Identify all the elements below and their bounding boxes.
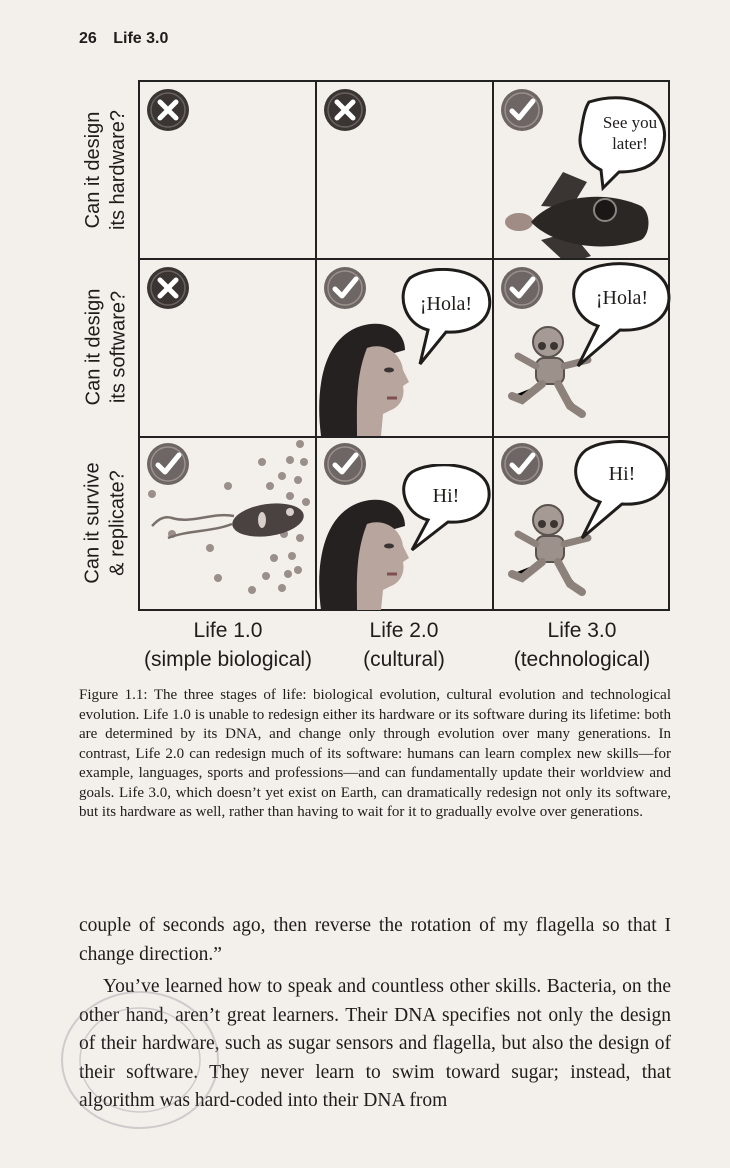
page-number: 26 — [79, 30, 97, 47]
grid-line — [140, 258, 668, 260]
row-label-text: & replicate? — [107, 470, 129, 576]
row-label-survive — [78, 436, 134, 610]
woman-hi-text: Hi! — [432, 485, 460, 507]
woman-hola-text: ¡Hola! — [419, 293, 473, 315]
row-label-text: Can it design — [82, 111, 104, 229]
check-icon — [500, 442, 544, 486]
column-label-life2 — [316, 616, 492, 674]
column-label-title: Life 2.0 — [369, 619, 439, 642]
row-label-text: Can it survive — [82, 462, 104, 584]
column-label-title: Life 1.0 — [193, 619, 263, 642]
column-label-title: Life 3.0 — [547, 619, 617, 642]
column-label-subtitle: (cultural) — [363, 648, 445, 671]
cross-icon — [146, 88, 190, 132]
row-label-text: Can it design — [82, 288, 104, 406]
woman-software-speech-bubble — [400, 268, 494, 368]
check-icon — [500, 266, 544, 310]
running-header — [79, 30, 168, 48]
row-label-text: its hardware? — [107, 109, 129, 231]
robot-software-speech-bubble — [564, 262, 674, 372]
bacterium-illustration — [142, 438, 314, 610]
life-stages-grid — [138, 80, 670, 611]
row-label-hardware — [78, 82, 134, 258]
row-label-software — [78, 258, 134, 436]
check-icon — [323, 442, 367, 486]
robot-hola-text: ¡Hola! — [595, 287, 649, 309]
paragraph: You’ve learned how to speak and countless other skills. Bacteria, on the other hand, aren’t great learners. Their DNA specifies not only the design of their hardware, such as sugar sensors and flagella, but also the design of their software. They never learn to swim toward sugar; instead, that algorithm was hard-coded into their DNA from — [79, 976, 671, 1111]
library-stamp-watermark — [55, 985, 225, 1135]
cross-icon — [323, 88, 367, 132]
figure-caption: Figure 1.1: The three stages of life: biological evolution, cultural evolution and technological evolution. Life 1.0 is unable to redesign either its hardware or its software during its lifetime: both are determined by its DNA, and change only through evolution over many generations. In contrast, Life 2.0 can redesign much of its software: humans can learn complex new skills—for example, languages, sports and professions—and can fundamentally update their worldview and goals. Life 3.0, which doesn’t yet exist on Earth, can dramatically redesign not only its software, but its hardware as well, rather than having to wait for it to gradually evolve over generations. — [79, 687, 671, 820]
column-label-life1 — [140, 616, 316, 674]
book-title: Life 3.0 — [113, 30, 169, 47]
robot-hi-text: Hi! — [608, 463, 636, 485]
cross-icon — [146, 266, 190, 310]
rocket-bubble-line1: See you — [602, 113, 658, 132]
row-label-text: its software? — [107, 290, 129, 404]
robot-survive-speech-bubble — [568, 440, 672, 544]
paragraph: couple of seconds ago, then reverse the rotation of my flagella so that I change direction.” — [79, 915, 671, 965]
column-label-life3 — [494, 616, 670, 674]
check-icon — [323, 266, 367, 310]
woman-survive-speech-bubble — [398, 464, 494, 554]
column-label-subtitle: (technological) — [513, 648, 651, 671]
rocket-bubble-line2: later! — [612, 134, 648, 153]
column-label-subtitle: (simple biological) — [143, 648, 313, 671]
rocket-speech-bubble — [570, 96, 680, 196]
